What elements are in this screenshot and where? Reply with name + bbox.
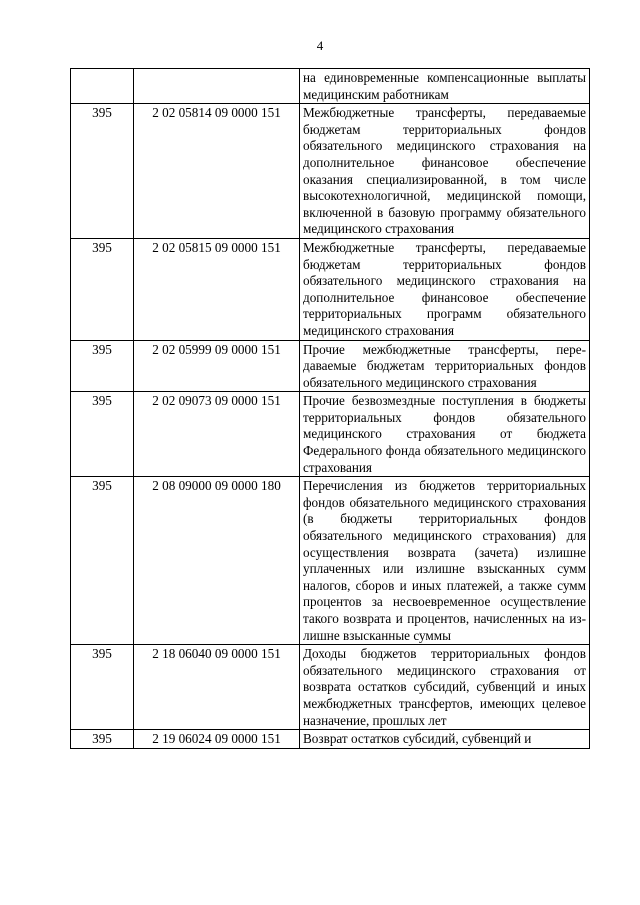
description-cell: Доходы бюджетов территориальных фондов обязательного медицинского страхования от возврата остатков субсидий, субвенций и иных межбюджетных трансфертов, имеющих целевое назначение, прошлых лет: [300, 645, 590, 730]
admin-code-cell: 395: [71, 477, 134, 645]
table-row: [71, 69, 590, 104]
revenue-code-cell: 2 02 05999 09 0000 151: [134, 340, 300, 392]
admin-code-cell: 395: [71, 392, 134, 477]
description-cell: Прочие межбюджетные трансферты, передаваемые бюджетам территориальных фондов обязательного медицинского страхования: [300, 340, 590, 392]
table-row: [71, 104, 590, 239]
table-row: [71, 477, 590, 645]
revenue-code-cell: 2 02 05815 09 0000 151: [134, 238, 300, 340]
revenue-code-cell: 2 02 05814 09 0000 151: [134, 104, 300, 239]
table-row: [71, 730, 590, 749]
page-number: 4: [316, 38, 324, 53]
description-cell: Межбюджетные трансферты, передаваемые бюджетам территориальных фондов обязательного медицинского страхования на дополнительное финансовое обеспечение территориальных программ обязательного медицинского страхования: [300, 238, 590, 340]
table-row: [71, 392, 590, 477]
table-row: [71, 340, 590, 392]
table-row: [71, 645, 590, 730]
revenue-code-cell: 2 08 09000 09 0000 180: [134, 477, 300, 645]
description-cell: Прочие безвозмездные поступления в бюджеты территориальных фондов обязательного медицинского страхования от бюджета Федерального фонда обязательного медицинского страхования: [300, 392, 590, 477]
revenue-code-cell: 2 02 09073 09 0000 151: [134, 392, 300, 477]
revenue-codes-table: [70, 68, 590, 749]
revenue-code-cell: 2 18 06040 09 0000 151: [134, 645, 300, 730]
table-row: [71, 238, 590, 340]
description-cell: на единовременные компенсационные выплаты медицинским работникам: [300, 69, 590, 104]
admin-code-cell: 395: [71, 238, 134, 340]
revenue-code-cell: [134, 69, 300, 104]
admin-code-cell: 395: [71, 340, 134, 392]
description-cell: Возврат остатков субсидий, субвенций и: [300, 730, 590, 749]
admin-code-cell: [71, 69, 134, 104]
admin-code-cell: 395: [71, 730, 134, 749]
revenue-code-cell: 2 19 06024 09 0000 151: [134, 730, 300, 749]
admin-code-cell: 395: [71, 104, 134, 239]
description-cell: Межбюджетные трансферты, передаваемые бюджетам территориальных фондов обязательного медицинского страхования на дополнительное финансовое обеспечение оказания специализированной, в том числе высокотехнологичной, медицинской помощи, включенной в базовую программу обязательного медицинского страхования: [300, 104, 590, 239]
admin-code-cell: 395: [71, 645, 134, 730]
description-cell: Перечисления из бюджетов территориальных фондов обязательного медицинского страхования (в бюджеты территориальных фондов обязательного медицинского страхования) для осуществления возврата (зачета) излишне уплаченных или излишне взысканных сумм налогов, сборов и иных платежей, а также сумм процентов за несвоевременное осуществление такого возврата и процентов, начисленных на излишне взысканные суммы: [300, 477, 590, 645]
